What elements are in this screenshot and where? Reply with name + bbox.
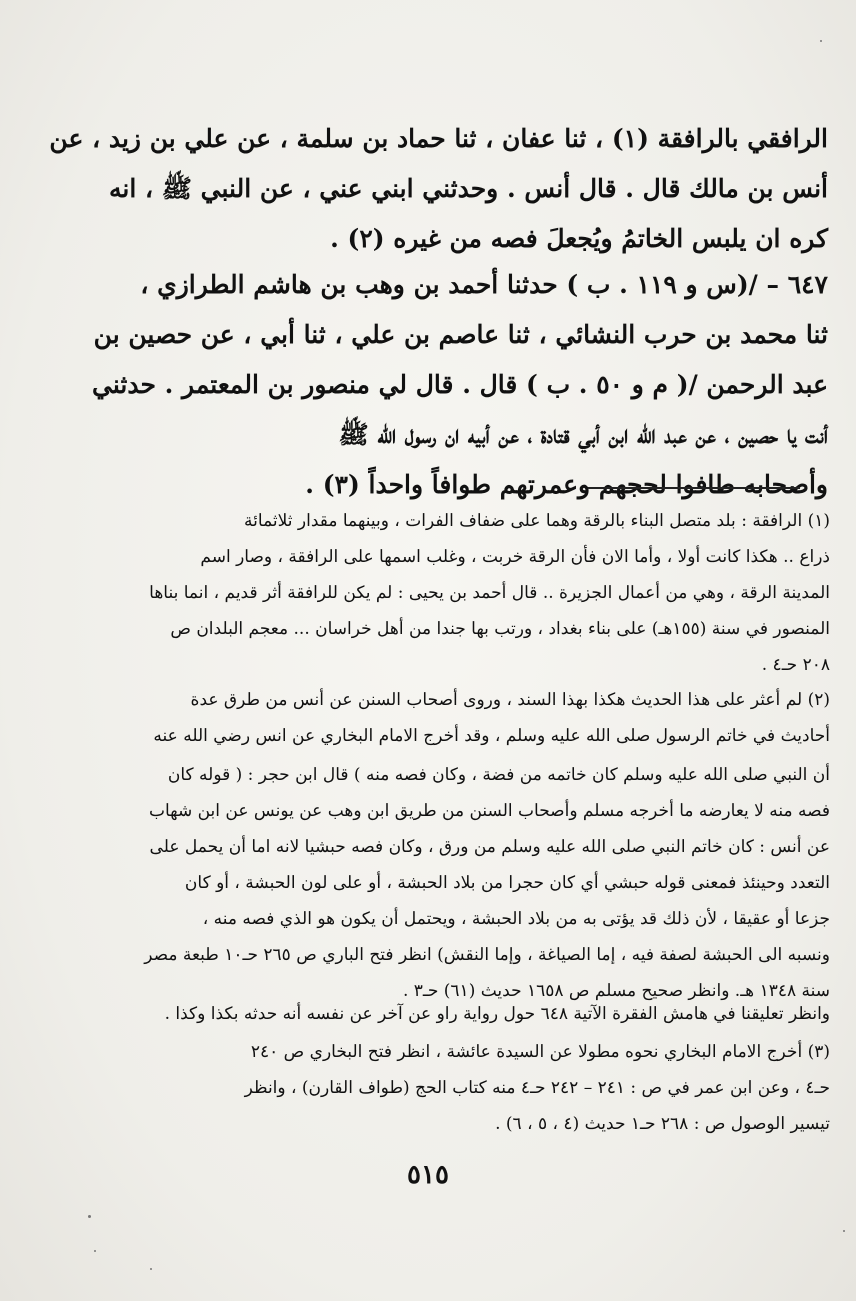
scan-speck bbox=[94, 1250, 96, 1252]
footnote-line: سنة ١٣٤٨ هـ. وانظر صحيح مسلم ص ١٦٥٨ حديث (٦١) حـ٣ . bbox=[402, 981, 830, 1001]
footnote-line: (٢) لم أعثر على هذا الحديث هكذا بهذا السند ، وروى أصحاب السنن عن أنس من طرق عدة bbox=[190, 690, 830, 710]
footnote-2 bbox=[118, 682, 830, 754]
para1-line: أنس بن مالك قال . قال أنس . وحدثني ابني عني ، عن النبي ﷺ ، انه bbox=[108, 174, 828, 203]
para2-line: ثنا محمد بن حرب النشائي ، ثنا عاصم بن علي ، ثنا أبي ، عن حصين بن bbox=[93, 320, 828, 349]
footnote-1 bbox=[118, 503, 830, 683]
para1-line: الرافقي بالرافقة (١) ، ثنا عفان ، ثنا حماد بن سلمة ، عن علي بن زيد ، عن bbox=[49, 124, 828, 153]
para2-line: عبد الرحمن /( م و ٥٠ . ب ) قال . قال لي منصور بن المعتمر . حدثني bbox=[92, 370, 828, 399]
scan-speck bbox=[820, 40, 822, 42]
scan-speck bbox=[843, 1230, 845, 1232]
footnote-line: وانظر تعليقنا في هامش الفقرة الآتية ٦٤٨ حول رواية راو عن آخر عن نفسه أنه حدثه بكذا وكذا . bbox=[164, 1004, 830, 1024]
scan-speck bbox=[150, 1268, 152, 1270]
footnote-line: ونسبه الى الحبشة لصفة فيه ، إما الصياغة ، وإما النقش) انظر فتح الباري ص ٢٦٥ حـ١٠ طبعة مصر bbox=[144, 945, 830, 965]
footnote-line: عن أنس : كان خاتم النبي صلى الله عليه وسلم من ورق ، وكان فصه حبشيا لانه اما أن يحمل على bbox=[149, 837, 830, 857]
footnote-line: (٣) أخرج الامام البخاري نحوه مطولا عن السيدة عائشة ، انظر فتح البخاري ص ٢٤٠ bbox=[250, 1042, 830, 1062]
page-number: ٥١٥ bbox=[407, 1160, 449, 1190]
footnote-line: أن النبي صلى الله عليه وسلم كان خاتمه من فضة ، وكان فصه منه ) قال ابن حجر : ( قوله كان bbox=[167, 765, 830, 785]
footnote-line: تيسير الوصول ص : ٢٦٨ حـ١ حديث (٤ ، ٥ ، ٦) . bbox=[495, 1114, 830, 1134]
footnote-line: ذراع .. هكذا كانت أولا ، وأما الان فأن الرقة خربت ، وغلب اسمها على الرافقة ، وصار اسم bbox=[200, 547, 830, 567]
footnote-2-continued bbox=[118, 757, 830, 1009]
footnote-3 bbox=[118, 1034, 830, 1142]
footnote-line: فصه منه لا يعارضه ما أخرجه مسلم وأصحاب السنن من طريق ابن وهب عن يونس عن ابن شهاب bbox=[148, 801, 830, 821]
footnote-line: حـ٤ ، وعن ابن عمر في ص : ٢٤١ – ٢٤٢ حـ٤ منه كتاب الحج (طواف القارن) ، وانظر bbox=[244, 1078, 830, 1098]
paragraph-1 bbox=[49, 114, 828, 264]
hadith-647 bbox=[92, 260, 828, 510]
footnote-line: المدينة الرقة ، وهي من أعمال الجزيرة .. قال أحمد بن يحيى : لم يكن للرافقة أثر قديم ، انما بناها bbox=[149, 583, 830, 603]
footnote-line: (١) الرافقة : بلد متصل البناء بالرقة وهما على ضفاف الفرات ، وبينهما مقدار ثلاثمائة bbox=[244, 511, 830, 531]
footnote-line: جزعا أو عقيقا ، لأن ذلك قد يؤتى به من بلاد الحبشة ، ويحتمل أن يكون هو الذي فصه منه ، bbox=[202, 909, 830, 929]
para2-line: ٦٤٧ – /(س و ١١٩ . ب ) حدثنا أحمد بن وهب بن هاشم الطرازي ، bbox=[140, 270, 828, 299]
para2-line: وأصحابه طافوا لحجهم وعمرتهم طوافاً واحداً (٣) . bbox=[305, 470, 828, 499]
footnote-cross-reference bbox=[118, 996, 830, 1032]
para2-line: أنت يا حصين ، عن عبد الله ابن أبي قتادة ، عن أبيه ان رسول الله ﷺ bbox=[338, 420, 828, 449]
footnote-line: المنصور في سنة (١٥٥هـ) على بناء بغداد ، ورتب بها جندا من أهل خراسان ... معجم البلدان ص bbox=[170, 619, 830, 639]
footnote-line: ٢٠٨ حـ٤ . bbox=[761, 655, 830, 675]
footnote-line: التعدد وحينئذ فمعنى قوله حبشي أي كان حجرا من بلاد الحبشة ، أو على لون الحبشة ، أو كان bbox=[184, 873, 830, 893]
footnote-separator bbox=[588, 487, 800, 489]
para1-line: كره ان يلبس الخاتمُ ويُجعلَ فصه من غيره (٢) . bbox=[330, 224, 828, 253]
footnote-line: أحاديث في خاتم الرسول صلى الله عليه وسلم ، وقد أخرج الامام البخاري عن انس رضي الله عنه bbox=[153, 726, 830, 746]
scan-speck bbox=[88, 1215, 91, 1218]
